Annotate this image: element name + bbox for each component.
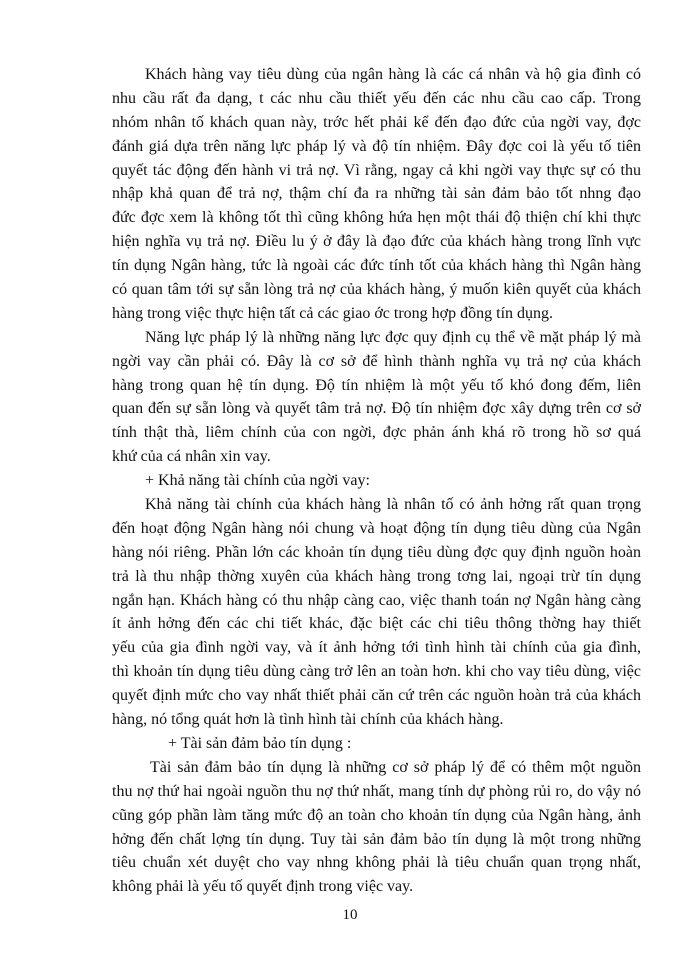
text-line: tín dụng Ngân hàng, tức là ngoài các đức tính tốt của khách hàng thì Ngân hàng [112,257,641,275]
text-line: khứ của cá nhân xin vay. [112,448,271,466]
text-line: Khách hàng vay tiêu dùng của ngân hàng là các cá nhân và hộ gia đình có [145,66,641,83]
text-line: thu nợ thứ hai ngoài nguồn thu nợ thứ nhất, mang tính dự phòng rủi ro, do vậy nó [112,782,641,800]
text-line: hàng nói riêng. Phần lớn các khoản tín dụng tiêu dùng đợc quy định nguồn hoàn [112,543,641,561]
section-heading [112,469,641,493]
text-line: quan đến sự sẵn lòng và quyết tâm trả nợ. Độ tín nhiệm đợc xây dựng trên cơ sở [112,400,641,418]
text-line: hàng trong việc thực hiện tất cả các giao ớc trong hợp đồng tín dụng. [112,304,554,322]
text-line: ít ảnh hởng đến các chi tiết khác, đặc biệt các chi tiêu thông thờng hay thiết [112,615,641,633]
text-line: đánh giá dựa trên năng lực pháp lý và độ tín nhiệm. Đây đợc coi là yếu tố tiên [112,137,641,155]
text-line: + Khả năng tài chính của ngời vay: [145,472,370,490]
text-line: hàng, nó tổng quát hơn là tình hình tài chính của khách hàng. [112,711,504,729]
text-line: ngắn hạn. Khách hàng có thu nhập càng cao, việc thanh toán nợ Ngân hàng càng [112,591,641,609]
text-line: + Tài sản đảm bảo tín dụng : [168,734,352,752]
text-line: yếu của gia đình ngời vay, và ít ảnh hởng tới tình hình tài chính của gia đình, [112,639,641,657]
text-line: cũng góp phần làm tăng mức độ an toàn cho khoản tín dụng của Ngân hàng, ảnh [112,806,641,824]
paragraph [112,326,641,469]
text-line: quyết định mức cho vay nhất thiết phải căn cứ trên các nguồn hoàn trả của khách [112,687,641,705]
text-line: đến hoạt động Ngân hàng nói chung và hoạt động tín dụng tiêu dùng của Ngân [112,519,641,537]
text-line: đức đợc xem là không tốt thì cũng không hứa hẹn một thái độ thiện chí khi thực [112,209,641,227]
text-line: Khả năng tài chính của khách hàng là nhân tố có ảnh hởng rất quan trọng [145,496,641,514]
text-line: hiện nghĩa vụ trả nợ. Điều lu ý ở đây là đạo đức của khách hàng trong lĩnh vực [112,233,641,251]
text-line: Tài sản đảm bảo tín dụng là những cơ sở pháp lý để có thêm một nguồn [150,758,641,776]
text-line: quyết tác động đến hành vi trả nợ. Vì rằng, ngay cả khi ngời vay thực sự có thu [112,161,641,179]
text-line: tính thật thà, liêm chính của con ngời, đợc phản ánh khá rõ trong hồ sơ quá [112,424,641,442]
document-body [112,63,641,899]
text-line: không phải là yếu tố quyết định trong việc vay. [112,878,414,896]
text-line: ngời vay cần phải có. Đây là cơ sở để hình thành nghĩa vụ trả nợ của khách [112,352,641,370]
paragraph [112,493,641,732]
text-line: hởng đến chất lợng tín dụng. Tuy tài sản đảm bảo tín dụng là một trong những [112,830,641,848]
text-line: trả là thu nhập thờng xuyên của khách hàng trong tơng lai, ngoại trừ tín dụng [112,567,641,585]
text-line: nhu cầu rất đa dạng, t các nhu cầu thiết yếu đến các nhu cầu cao cấp. Trong [112,89,641,107]
paragraph [112,63,641,326]
text-line: nhóm nhân tố khách quan này, trớc hết phải kể đến đạo đức của ngời vay, đợc [112,113,641,131]
text-line: có quan tâm tới sự sẵn lòng trả nợ của khách hàng, ý muốn kiên quyết của khách [112,281,641,299]
text-line: tiêu chuẩn xét duyệt cho vay nhng không phải là tiêu chuẩn quan trọng nhất, [112,854,641,872]
page-number: 10 [342,907,358,923]
text-line: Năng lực pháp lý là những năng lực đợc quy định cụ thể về mặt pháp lý mà [145,328,641,346]
text-line: nhập khả quan để trả nợ, thậm chí đa ra những tài sản đảm bảo tốt nhng đạo [112,185,641,203]
text-line: thì khoản tín dụng tiêu dùng càng trở lên an toàn hơn. khi cho vay tiêu dùng, việc [112,663,641,681]
text-line: hàng trong quan hệ tín dụng. Độ tín nhiệm là một yếu tố khó đong đếm, liên [112,376,641,394]
section-heading [112,732,641,756]
paragraph [112,756,641,899]
